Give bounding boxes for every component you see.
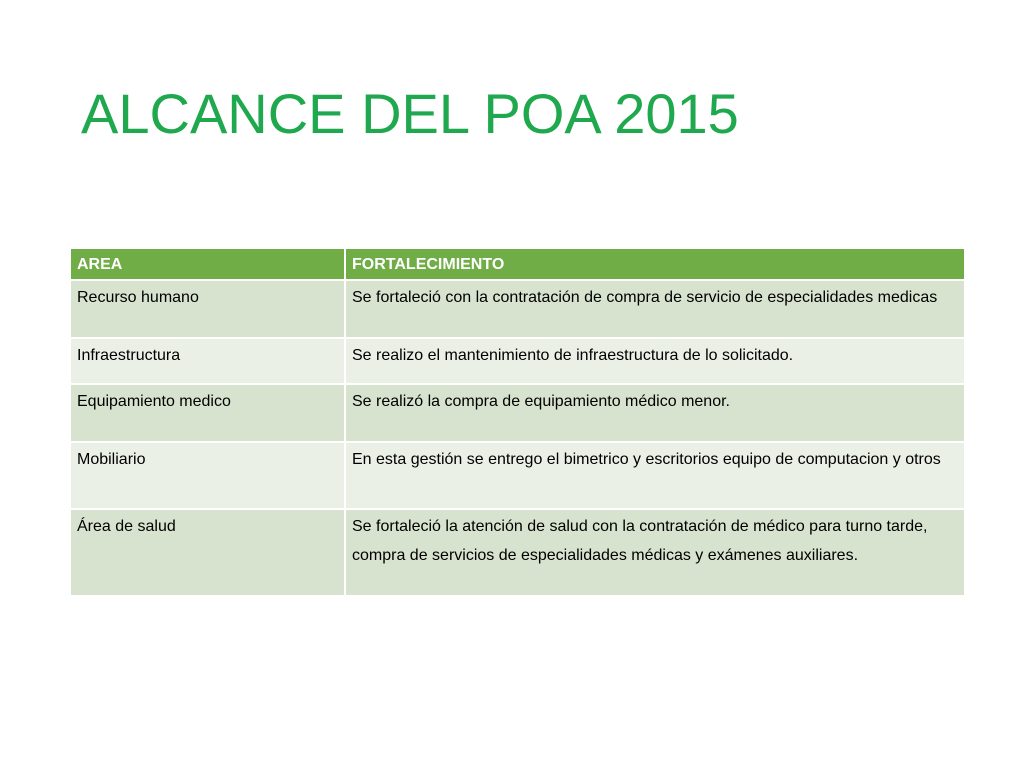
cell-area: Recurso humano bbox=[71, 280, 345, 338]
cell-area: Área de salud bbox=[71, 509, 345, 596]
table-row bbox=[71, 280, 964, 338]
cell-fortalecimiento: Se realizó la compra de equipamiento médico menor. bbox=[345, 384, 964, 442]
header-fortalecimiento: FORTALECIMIENTO bbox=[345, 249, 964, 280]
table-row bbox=[71, 509, 964, 596]
cell-fortalecimiento: Se realizo el mantenimiento de infraestructura de lo solicitado. bbox=[345, 338, 964, 384]
header-area: AREA bbox=[71, 249, 345, 280]
cell-area: Equipamiento medico bbox=[71, 384, 345, 442]
slide-title: ALCANCE DEL POA 2015 bbox=[81, 82, 739, 145]
cell-area: Infraestructura bbox=[71, 338, 345, 384]
poa-table bbox=[71, 249, 964, 597]
table-header-row bbox=[71, 249, 964, 280]
cell-fortalecimiento: Se fortaleció con la contratación de compra de servicio de especialidades medicas bbox=[345, 280, 964, 338]
table-row bbox=[71, 338, 964, 384]
cell-area: Mobiliario bbox=[71, 442, 345, 509]
cell-fortalecimiento: En esta gestión se entrego el bimetrico y escritorios equipo de computacion y otros bbox=[345, 442, 964, 509]
table-row bbox=[71, 442, 964, 509]
cell-fortalecimiento: Se fortaleció la atención de salud con la contratación de médico para turno tarde, compra de servicios de especialidades médicas y exámenes auxiliares. bbox=[345, 509, 964, 596]
table-row bbox=[71, 384, 964, 442]
